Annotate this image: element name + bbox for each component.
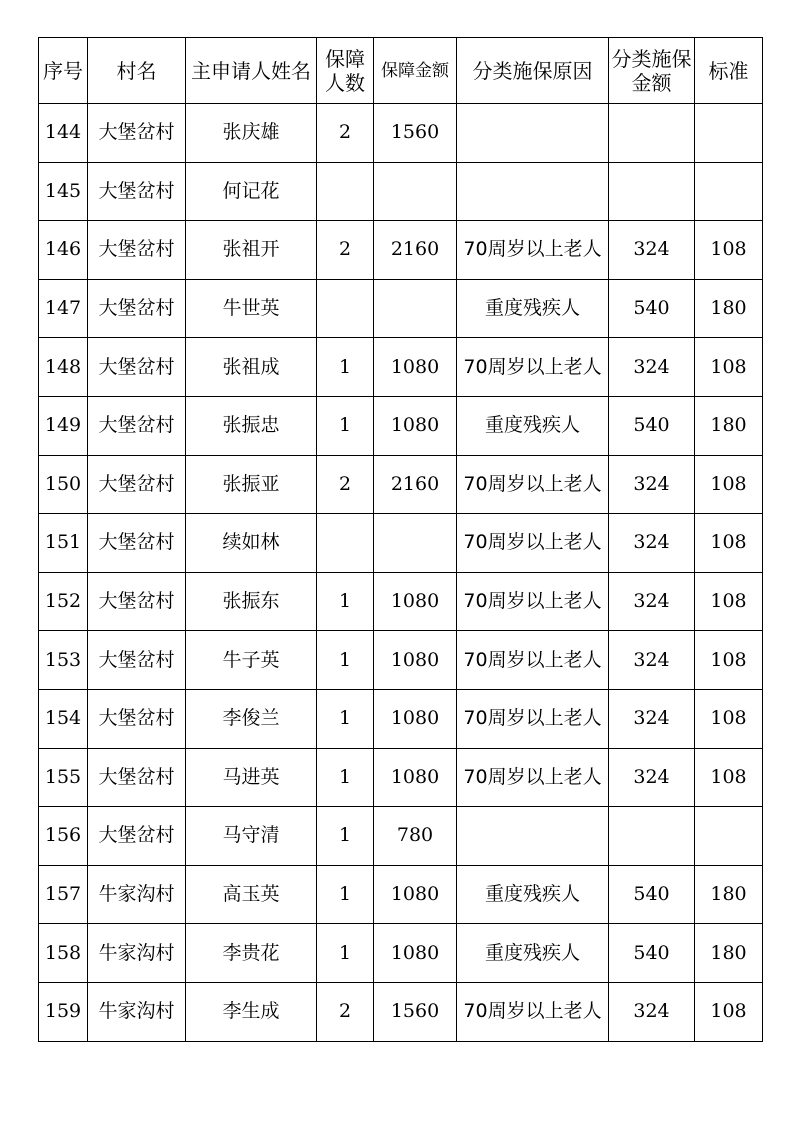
cell-reason — [457, 162, 609, 221]
cell-name: 牛子英 — [186, 631, 317, 690]
cell-amount: 1080 — [374, 865, 457, 924]
cell-amount: 1080 — [374, 748, 457, 807]
cell-standard: 108 — [695, 572, 763, 631]
cell-name: 张振亚 — [186, 455, 317, 514]
cell-seq: 150 — [39, 455, 88, 514]
cell-name: 张庆雄 — [186, 104, 317, 163]
cell-name: 高玉英 — [186, 865, 317, 924]
cell-reason: 70周岁以上老人 — [457, 748, 609, 807]
table-row — [39, 631, 763, 690]
cell-reason: 70周岁以上老人 — [457, 572, 609, 631]
cell-amount: 1080 — [374, 631, 457, 690]
cell-reason: 重度残疾人 — [457, 396, 609, 455]
cell-reason — [457, 807, 609, 866]
table-row — [39, 572, 763, 631]
cell-standard: 108 — [695, 221, 763, 280]
cell-standard: 108 — [695, 338, 763, 397]
cell-village: 大堡岔村 — [88, 748, 186, 807]
cell-reason: 重度残疾人 — [457, 865, 609, 924]
cell-reason: 70周岁以上老人 — [457, 514, 609, 573]
cell-standard — [695, 162, 763, 221]
table-row — [39, 689, 763, 748]
cell-amount: 1080 — [374, 572, 457, 631]
cell-amount: 2160 — [374, 221, 457, 280]
cell-name: 李俊兰 — [186, 689, 317, 748]
cell-amount: 1080 — [374, 689, 457, 748]
cell-seq: 151 — [39, 514, 88, 573]
cell-standard: 108 — [695, 689, 763, 748]
cell-village: 大堡岔村 — [88, 104, 186, 163]
cell-name: 李生成 — [186, 982, 317, 1041]
cell-count: 1 — [317, 689, 374, 748]
cell-name: 李贵花 — [186, 924, 317, 983]
cell-reason: 70周岁以上老人 — [457, 455, 609, 514]
table-row — [39, 279, 763, 338]
cell-count: 2 — [317, 104, 374, 163]
table-row — [39, 982, 763, 1041]
cell-village: 大堡岔村 — [88, 279, 186, 338]
cell-village: 大堡岔村 — [88, 221, 186, 280]
cell-class-amount: 324 — [609, 338, 695, 397]
cell-class-amount: 324 — [609, 455, 695, 514]
cell-name: 张振东 — [186, 572, 317, 631]
cell-amount: 2160 — [374, 455, 457, 514]
cell-seq: 144 — [39, 104, 88, 163]
cell-seq: 146 — [39, 221, 88, 280]
cell-name: 牛世英 — [186, 279, 317, 338]
cell-count: 2 — [317, 455, 374, 514]
cell-count: 1 — [317, 338, 374, 397]
cell-count: 1 — [317, 807, 374, 866]
cell-reason: 70周岁以上老人 — [457, 689, 609, 748]
header-class-amount: 分类施保金额 — [609, 38, 695, 104]
cell-class-amount: 324 — [609, 631, 695, 690]
cell-class-amount: 324 — [609, 982, 695, 1041]
table-row — [39, 455, 763, 514]
cell-name: 张祖成 — [186, 338, 317, 397]
cell-standard: 180 — [695, 865, 763, 924]
cell-amount — [374, 162, 457, 221]
cell-village: 大堡岔村 — [88, 807, 186, 866]
cell-count: 2 — [317, 221, 374, 280]
cell-reason: 70周岁以上老人 — [457, 221, 609, 280]
header-standard: 标准 — [695, 38, 763, 104]
cell-name: 何记花 — [186, 162, 317, 221]
header-applicant: 主申请人姓名 — [186, 38, 317, 104]
cell-class-amount — [609, 162, 695, 221]
cell-seq: 157 — [39, 865, 88, 924]
cell-count: 1 — [317, 748, 374, 807]
cell-class-amount: 324 — [609, 572, 695, 631]
cell-seq: 154 — [39, 689, 88, 748]
cell-class-amount: 324 — [609, 689, 695, 748]
cell-seq: 155 — [39, 748, 88, 807]
cell-village: 牛家沟村 — [88, 865, 186, 924]
cell-village: 大堡岔村 — [88, 162, 186, 221]
cell-amount — [374, 514, 457, 573]
cell-amount: 780 — [374, 807, 457, 866]
table-row — [39, 396, 763, 455]
cell-seq: 148 — [39, 338, 88, 397]
cell-name: 张振忠 — [186, 396, 317, 455]
table-row — [39, 924, 763, 983]
cell-amount — [374, 279, 457, 338]
cell-standard: 180 — [695, 279, 763, 338]
cell-reason: 重度残疾人 — [457, 924, 609, 983]
cell-count — [317, 162, 374, 221]
cell-class-amount — [609, 104, 695, 163]
cell-amount: 1080 — [374, 338, 457, 397]
cell-seq: 156 — [39, 807, 88, 866]
table-row — [39, 338, 763, 397]
cell-standard: 108 — [695, 748, 763, 807]
cell-reason — [457, 104, 609, 163]
cell-reason: 70周岁以上老人 — [457, 982, 609, 1041]
cell-standard: 180 — [695, 396, 763, 455]
table-row — [39, 104, 763, 163]
cell-standard — [695, 104, 763, 163]
cell-seq: 147 — [39, 279, 88, 338]
cell-class-amount: 324 — [609, 748, 695, 807]
cell-village: 大堡岔村 — [88, 455, 186, 514]
cell-village: 牛家沟村 — [88, 982, 186, 1041]
cell-seq: 158 — [39, 924, 88, 983]
cell-count: 1 — [317, 924, 374, 983]
cell-name: 续如林 — [186, 514, 317, 573]
cell-class-amount: 540 — [609, 279, 695, 338]
cell-standard: 108 — [695, 631, 763, 690]
cell-village: 牛家沟村 — [88, 924, 186, 983]
cell-count — [317, 514, 374, 573]
cell-reason: 70周岁以上老人 — [457, 631, 609, 690]
cell-reason: 70周岁以上老人 — [457, 338, 609, 397]
cell-amount: 1080 — [374, 924, 457, 983]
cell-village: 大堡岔村 — [88, 572, 186, 631]
header-amount: 保障金额 — [374, 38, 457, 104]
cell-village: 大堡岔村 — [88, 396, 186, 455]
cell-class-amount — [609, 807, 695, 866]
cell-standard: 108 — [695, 455, 763, 514]
cell-amount: 1560 — [374, 982, 457, 1041]
cell-seq: 149 — [39, 396, 88, 455]
cell-name: 张祖开 — [186, 221, 317, 280]
assistance-table — [38, 37, 763, 1042]
cell-count: 1 — [317, 631, 374, 690]
table-row — [39, 514, 763, 573]
cell-count — [317, 279, 374, 338]
header-village: 村名 — [88, 38, 186, 104]
header-count: 保障人数 — [317, 38, 374, 104]
cell-class-amount: 324 — [609, 514, 695, 573]
cell-name: 马守清 — [186, 807, 317, 866]
cell-seq: 145 — [39, 162, 88, 221]
table-row — [39, 865, 763, 924]
cell-standard: 108 — [695, 514, 763, 573]
table-row — [39, 748, 763, 807]
header-reason: 分类施保原因 — [457, 38, 609, 104]
cell-standard — [695, 807, 763, 866]
cell-count: 1 — [317, 572, 374, 631]
cell-reason: 重度残疾人 — [457, 279, 609, 338]
cell-name: 马进英 — [186, 748, 317, 807]
cell-seq: 159 — [39, 982, 88, 1041]
header-row — [39, 38, 763, 104]
table-row — [39, 162, 763, 221]
cell-standard: 108 — [695, 982, 763, 1041]
cell-village: 大堡岔村 — [88, 338, 186, 397]
cell-village: 大堡岔村 — [88, 514, 186, 573]
cell-count: 1 — [317, 396, 374, 455]
cell-class-amount: 540 — [609, 865, 695, 924]
table-row — [39, 221, 763, 280]
cell-village: 大堡岔村 — [88, 631, 186, 690]
table-row — [39, 807, 763, 866]
cell-count: 2 — [317, 982, 374, 1041]
cell-count: 1 — [317, 865, 374, 924]
header-seq: 序号 — [39, 38, 88, 104]
cell-class-amount: 540 — [609, 396, 695, 455]
cell-seq: 152 — [39, 572, 88, 631]
cell-class-amount: 540 — [609, 924, 695, 983]
cell-seq: 153 — [39, 631, 88, 690]
cell-amount: 1080 — [374, 396, 457, 455]
cell-village: 大堡岔村 — [88, 689, 186, 748]
cell-class-amount: 324 — [609, 221, 695, 280]
cell-amount: 1560 — [374, 104, 457, 163]
cell-standard: 180 — [695, 924, 763, 983]
